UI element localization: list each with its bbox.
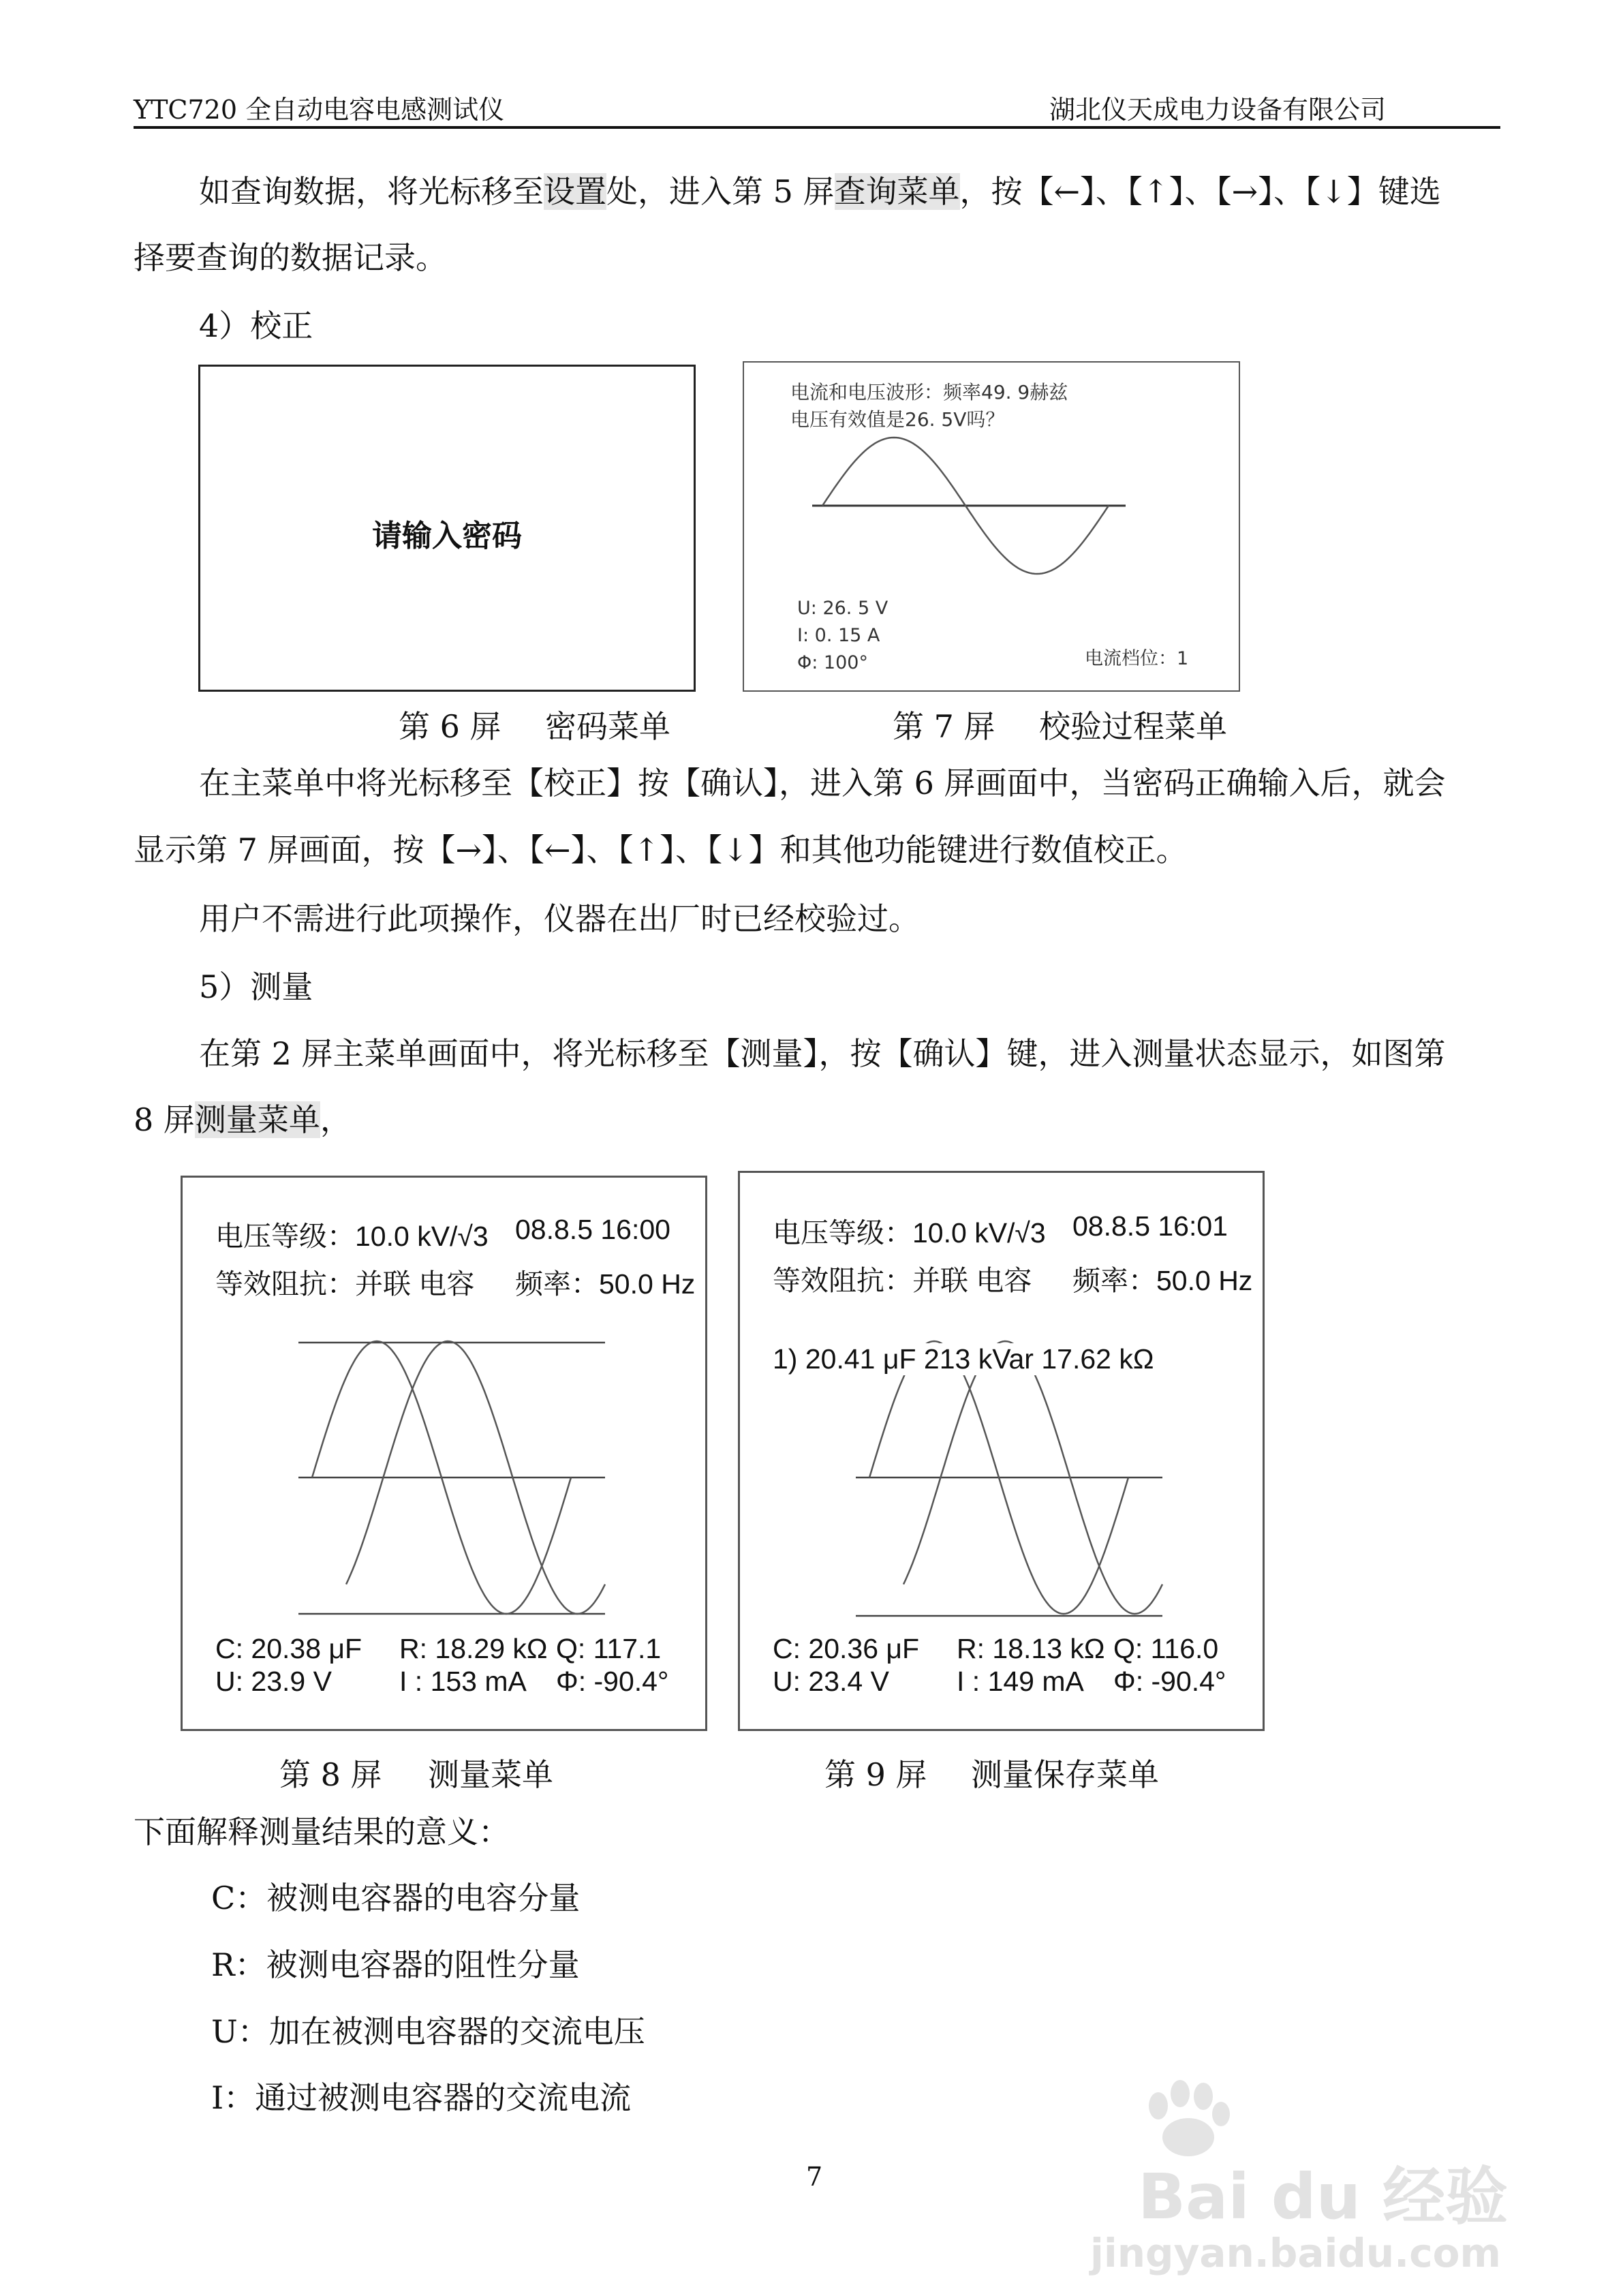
screen7-voltage-question: 电压有效值是26. 5V吗？ xyxy=(790,408,1005,431)
screen7-caption-number: 第 7 屏 xyxy=(893,708,995,745)
meaning-intro: 下面解释测量结果的意义： xyxy=(134,1813,510,1850)
screen9-voltage-level: 电压等级：10.0 kV/√3 xyxy=(773,1217,1046,1249)
screen8-voltage-level: 电压等级：10.0 kV/√3 xyxy=(215,1221,489,1252)
measure-line-2 xyxy=(134,1101,352,1138)
watermark-url: jingyan.baidu.com xyxy=(1090,2230,1501,2276)
intro-text: ，按【←】、【↑】、【→】、【↓】键选 xyxy=(959,173,1441,210)
calibration-line-3: 用户不需进行此项操作，仪器在出厂时已经校验过。 xyxy=(199,900,920,937)
measure-line-1: 在第 2 屏主菜单画面中，将光标移至【测量】，按【确认】键，进入测量状态显示，如图第 xyxy=(199,1035,1446,1072)
section5-heading: 5）测量 xyxy=(199,968,313,1005)
intro-line-1 xyxy=(199,173,1441,210)
password-prompt: 请输入密码 xyxy=(372,519,522,553)
screen9-current: I : 149 mA xyxy=(957,1666,1084,1697)
screen8-caption-name: 测量菜单 xyxy=(428,1756,553,1793)
screen9-frequency: 频率：50.0 Hz xyxy=(1072,1265,1253,1296)
header-left: YTC720 全自动电容电感测试仪 xyxy=(134,95,505,125)
screen9-caption-number: 第 9 屏 xyxy=(824,1756,927,1793)
watermark-brand: Bai du 经验 xyxy=(1138,2160,1509,2233)
screen9-saved-record: 1) 20.41 μF 213 kVar 17.62 kΩ xyxy=(773,1343,1157,1375)
section4-heading: 4）校正 xyxy=(199,307,313,344)
screen9-resistance: R: 18.13 kΩ xyxy=(957,1633,1105,1664)
screen8-resistance: R: 18.29 kΩ xyxy=(399,1633,548,1664)
calibration-line-1: 在主菜单中将光标移至【校正】按【确认】，进入第 6 屏画面中，当密码正确输入后，就会 xyxy=(199,765,1446,801)
measure-text: 8 屏 xyxy=(134,1101,195,1138)
screen7-calibration-panel xyxy=(743,361,1240,692)
intro-highlight-settings: 设置 xyxy=(544,173,606,210)
screen6-caption-number: 第 6 屏 xyxy=(399,708,501,745)
screen9-datetime: 08.8.5 16:01 xyxy=(1072,1210,1228,1242)
screen7-caption-name: 校验过程菜单 xyxy=(1039,708,1227,745)
measure-text: ， xyxy=(320,1101,352,1138)
meaning-c: C：被测电容器的电容分量 xyxy=(211,1880,581,1916)
meaning-i: I：通过被测电容器的交流电流 xyxy=(211,2079,632,2116)
intro-line-2: 择要查询的数据记录。 xyxy=(134,239,447,276)
screen8-voltage: U: 23.9 V xyxy=(215,1666,332,1697)
screen8-phase: Φ: -90.4° xyxy=(556,1666,669,1697)
screen9-impedance: 等效阻抗：并联 电容 xyxy=(773,1265,1032,1296)
intro-text: 如查询数据，将光标移至 xyxy=(199,173,544,210)
screen8-frequency: 频率：50.0 Hz xyxy=(515,1268,696,1300)
calibration-line-2: 显示第 7 屏画面，按【→】、【←】、【↑】、【↓】和其他功能键进行数值校正。 xyxy=(134,831,1188,868)
meaning-u: U：加在被测电容器的交流电压 xyxy=(211,2013,645,2050)
screen8-impedance: 等效阻抗：并联 电容 xyxy=(215,1268,475,1300)
screen7-voltage: U: 26. 5 V xyxy=(797,598,888,619)
screen7-current-range: 电流档位：1 xyxy=(1085,648,1189,669)
intro-text: 处，进入第 5 屏 xyxy=(606,173,835,210)
screen9-capacitance: C: 20.36 μF xyxy=(773,1633,920,1664)
screen9-voltage: U: 23.4 V xyxy=(773,1666,889,1697)
intro-highlight-query-menu: 查询菜单 xyxy=(834,173,960,210)
screen9-phase: Φ: -90.4° xyxy=(1113,1666,1226,1697)
screen8-datetime: 08.8.5 16:00 xyxy=(515,1214,670,1245)
screen8-capacitance: C: 20.38 μF xyxy=(215,1633,362,1664)
screen9-caption-name: 测量保存菜单 xyxy=(971,1756,1159,1793)
screen8-measure-panel xyxy=(181,1176,707,1731)
screen9-save-panel xyxy=(738,1171,1265,1731)
screen8-current: I : 153 mA xyxy=(399,1666,527,1697)
screen8-caption-number: 第 8 屏 xyxy=(279,1756,382,1793)
page-number: 7 xyxy=(806,2162,823,2192)
header-divider xyxy=(134,126,1500,129)
screen8-q: Q: 117.1 xyxy=(556,1633,662,1664)
measure-highlight-menu: 测量菜单 xyxy=(194,1101,320,1138)
screen7-current: I: 0. 15 A xyxy=(797,625,880,646)
header-right: 湖北仪天成电力设备有限公司 xyxy=(1049,95,1387,125)
screen7-phase: Φ: 100° xyxy=(797,652,868,673)
meaning-r: R：被测电容器的阻性分量 xyxy=(211,1946,580,1983)
screen6-caption-name: 密码菜单 xyxy=(545,708,670,745)
screen7-waveform-line: 电流和电压波形：频率49. 9赫兹 xyxy=(790,381,1068,403)
screen9-q: Q: 116.0 xyxy=(1113,1633,1219,1664)
screen6-password-panel xyxy=(198,365,696,692)
